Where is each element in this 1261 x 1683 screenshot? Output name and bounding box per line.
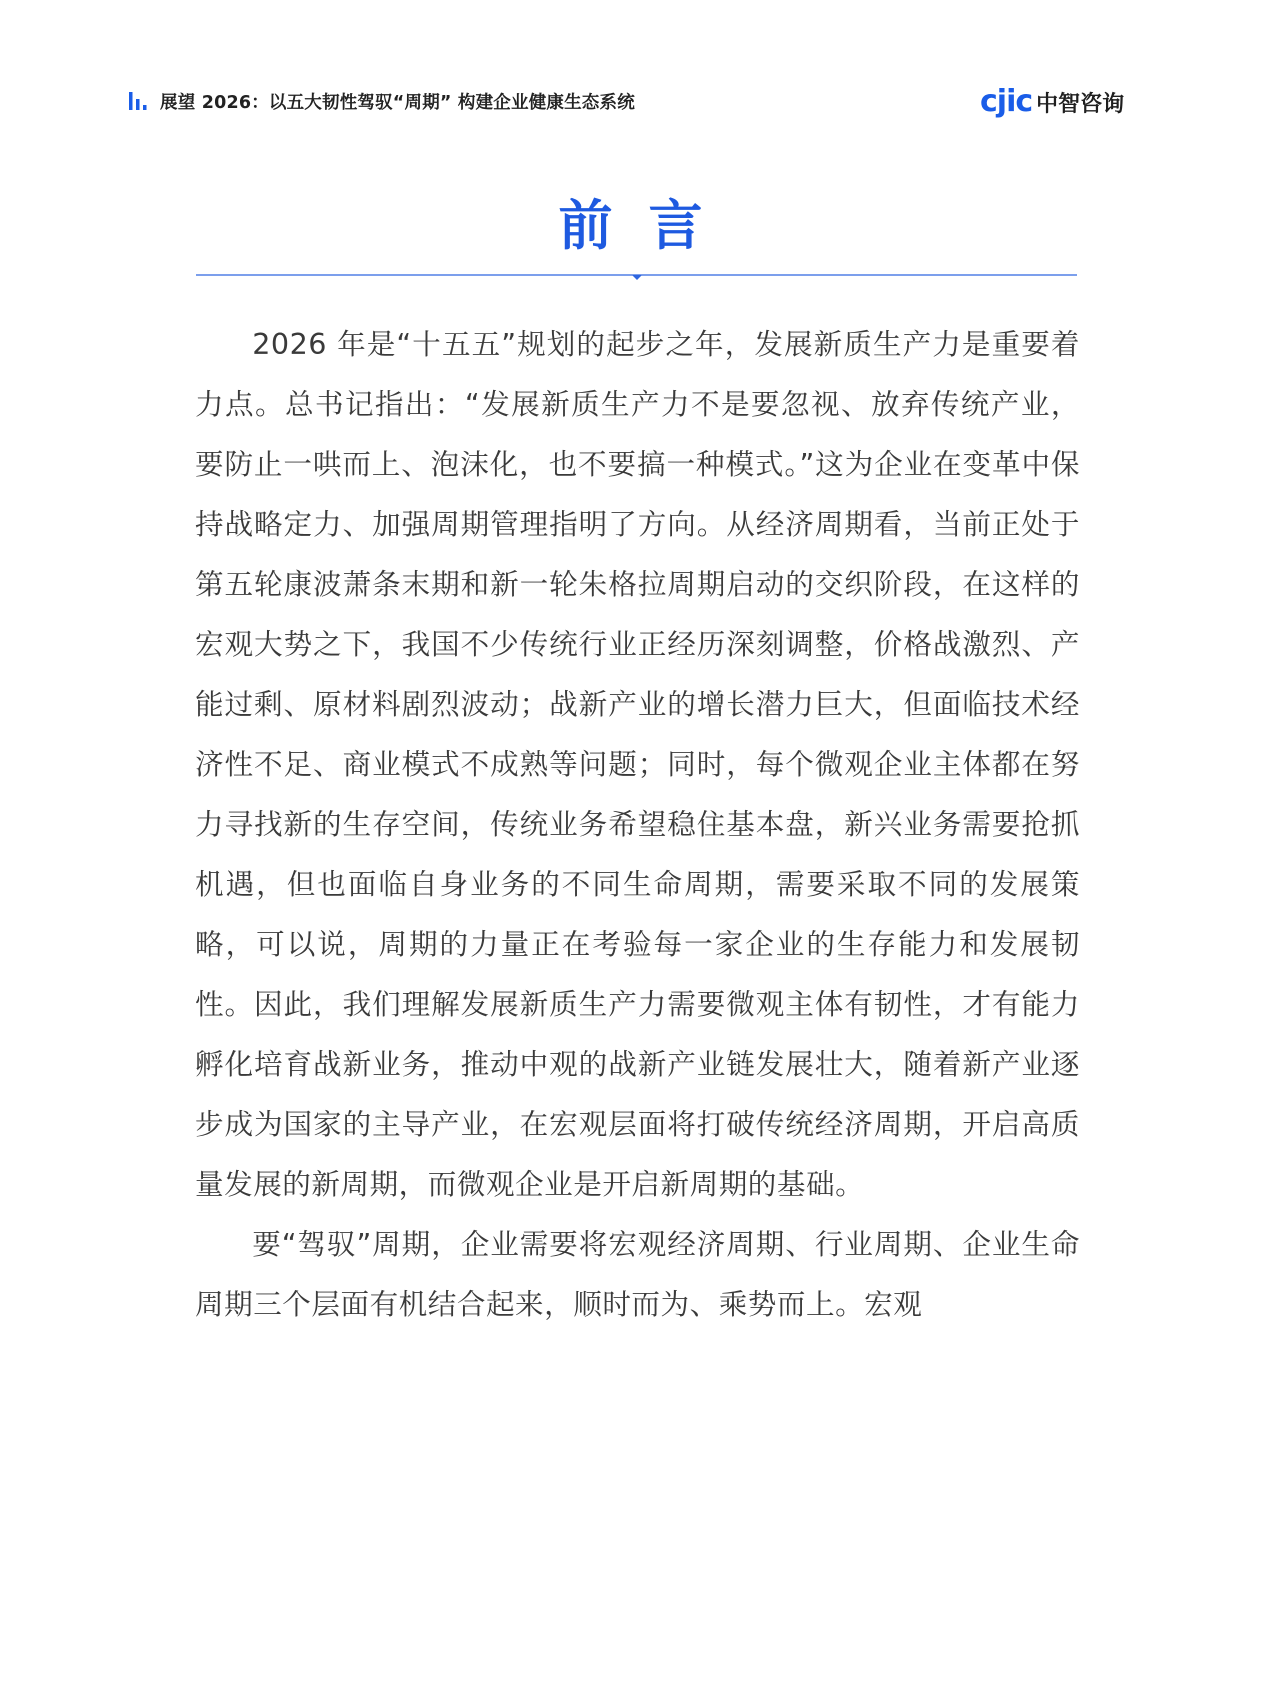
bar-chart-icon [128, 90, 150, 112]
title-divider [196, 272, 1077, 282]
running-header [128, 86, 635, 116]
paragraph-2: 要“驾驭”周期，企业需要将宏观经济周期、行业周期、企业生命周期三个层面有机结合起来，顺时而为、乘势而上。宏观 [195, 1227, 1080, 1321]
body-text [195, 314, 1080, 1334]
ciic-logo-icon: cjic [980, 84, 1033, 119]
page-title: 前言 [558, 193, 739, 257]
brand-name: 中智咨询 [1036, 91, 1125, 117]
paragraph-1: 2026 年是“十五五”规划的起步之年，发展新质生产力是重要着力点。总书记指出：“发展新质生产力不是要忽视、放弃传统产业，要防止一哄而上、泡沫化，也不要搞一种模式。”这为企业在变革中保持战略定力、加强周期管理指明了方向。从经济周期看，当前正处于第五轮康波萧条末期和新一轮朱格拉周期启动的交织阶段，在这样的宏观大势之下，我国不少传统行业正经历深刻调整，价格战激烈、产能过剩、原材料剧烈波动；战新产业的增长潜力巨大，但面临技术经济性不足、商业模式不成熟等问题；同时，每个微观企业主体都在努力寻找新的生存空间，传统业务希望稳住基本盘，新兴业务需要抢抓机遇，但也面临自身业务的不同生命周期，需要采取不同的发展策略，可以说，周期的力量正在考验每一家企业的生存能力和发展韧性。因此，我们理解发展新质生产力需要微观主体有韧性，才有能力孵化培育战新业务，推动中观的战新产业链发展壮大，随着新产业逐步成为国家的主导产业，在宏观层面将打破传统经济周期，开启高质量发展的新周期，而微观企业是开启新周期的基础。 [195, 327, 1080, 1201]
brand-logo [980, 84, 1124, 120]
report-title: 展望 2026：以五大韧性驾驭“周期” 构建企业健康生态系统 [160, 92, 635, 113]
